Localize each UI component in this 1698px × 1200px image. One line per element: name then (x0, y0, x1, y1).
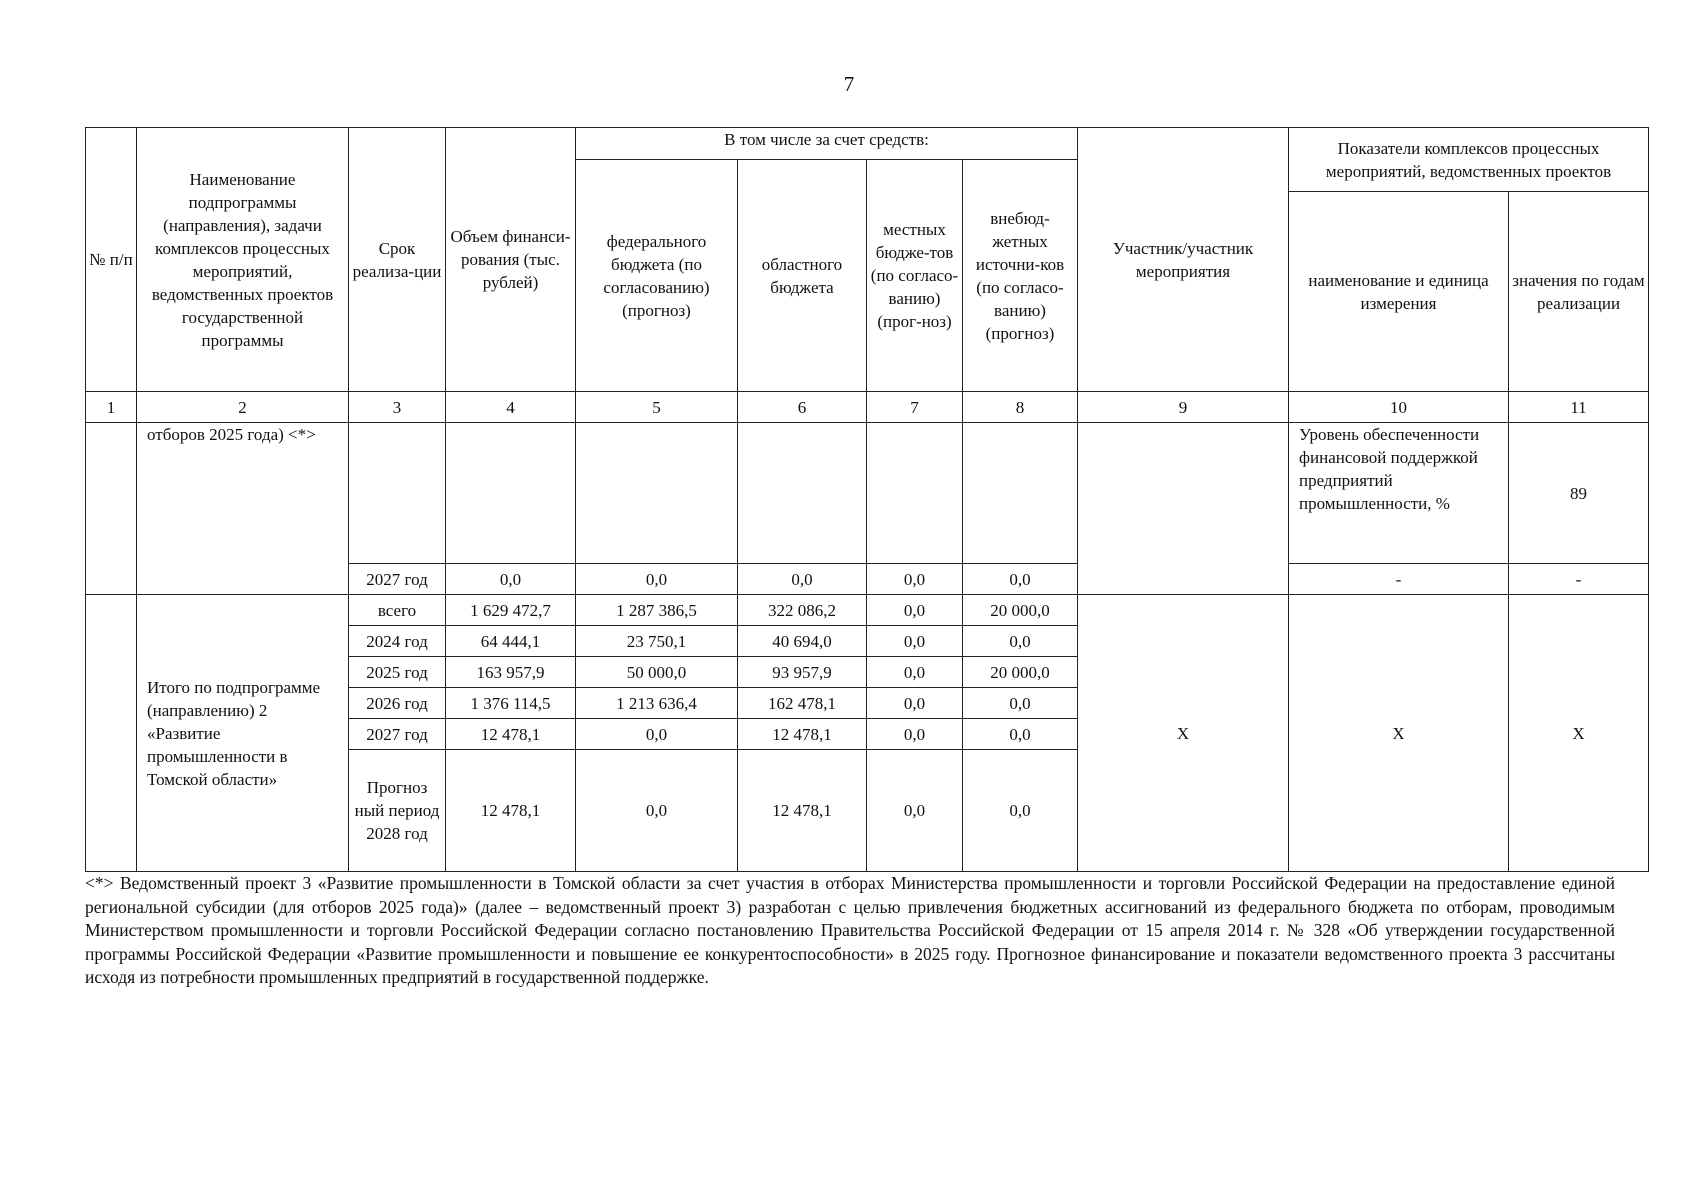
volume-cell: 1 376 114,5 (446, 688, 576, 719)
local-cell: 0,0 (867, 688, 963, 719)
header-col-federal: федерального бюджета (по согласованию) (прогноз) (576, 160, 738, 392)
indicator-name: Уровень обеспеченности финансовой поддержкой предприятий промышленности, % (1289, 423, 1509, 564)
row-number-cell (86, 595, 137, 872)
volume-cell: 1 629 472,7 (446, 595, 576, 626)
header-col-indicator-value: значения по годам реализации (1509, 192, 1649, 392)
table-row (86, 423, 1649, 564)
financing-table (85, 127, 1649, 872)
header-group-indicators: Показатели комплексов процессных мероприятий, ведомственных проектов (1289, 128, 1649, 192)
period-cell: всего (349, 595, 446, 626)
local-cell: 0,0 (867, 750, 963, 872)
column-number: 5 (576, 392, 738, 423)
header-group-funds: В том числе за счет средств: (576, 128, 1078, 160)
local-cell: 0,0 (867, 626, 963, 657)
row-number-cell (86, 423, 137, 595)
volume-cell: 0,0 (446, 564, 576, 595)
indicator-name: - (1289, 564, 1509, 595)
column-number: 6 (738, 392, 867, 423)
footnote: <*> Ведомственный проект 3 «Развитие промышленности в Томской области за счет участия в отборах Министерства промышленности и торговли Российской Федерации на предоставление единой региональной субсидии (для отборов 2025 года)» (далее – ведомственный проект 3) разработан с целью привлечения бюджетных ассигнований из федерального бюджета по отборам, проводимым Министерством промышленности и торговли Российской Федерации согласно постановлению Правительства Российской Федерации от 15 апреля 2014 г. № 328 «Об утверждении государственной программы Российской Федерации «Развитие промышленности и повышение ее конкурентоспособности» в 2025 году. Прогнозное финансирование и показатели ведомственного проекта 3 рассчитаны исходя из потребности промышленных предприятий в государственной поддержке. (85, 873, 1615, 987)
extra-cell: 0,0 (963, 750, 1078, 872)
indicator-value: X (1509, 595, 1649, 872)
extra-cell: 0,0 (963, 564, 1078, 595)
header-col-local: местных бюдже-тов (по согласо-ванию) (прог-ноз) (867, 160, 963, 392)
empty-cell (576, 423, 738, 564)
period-cell: Прогноз ный период 2028 год (349, 750, 446, 872)
extra-cell: 0,0 (963, 719, 1078, 750)
project-name-continued: отборов 2025 года) <*> (137, 423, 349, 595)
federal-cell: 1 213 636,4 (576, 688, 738, 719)
subprogram-total-name: Итого по подпрограмме (направлению) 2 «Развитие промышленности в Томской области» (137, 595, 349, 872)
column-number: 11 (1509, 392, 1649, 423)
period-cell: 2026 год (349, 688, 446, 719)
column-number: 10 (1289, 392, 1509, 423)
regional-cell: 162 478,1 (738, 688, 867, 719)
indicator-value: - (1509, 564, 1649, 595)
local-cell: 0,0 (867, 719, 963, 750)
column-number: 1 (86, 392, 137, 423)
extra-cell: 20 000,0 (963, 595, 1078, 626)
volume-cell: 64 444,1 (446, 626, 576, 657)
regional-cell: 0,0 (738, 564, 867, 595)
local-cell: 0,0 (867, 657, 963, 688)
empty-cell (738, 423, 867, 564)
period-cell: 2027 год (349, 719, 446, 750)
participant-cell: X (1078, 595, 1289, 872)
extra-cell: 0,0 (963, 688, 1078, 719)
header-col-indicator-name: наименование и единица измерения (1289, 192, 1509, 392)
federal-cell: 23 750,1 (576, 626, 738, 657)
header-col-participant: Участник/участник мероприятия (1078, 128, 1289, 392)
indicator-name: X (1289, 595, 1509, 872)
column-number: 3 (349, 392, 446, 423)
regional-cell: 40 694,0 (738, 626, 867, 657)
empty-cell (446, 423, 576, 564)
volume-cell: 12 478,1 (446, 750, 576, 872)
regional-cell: 12 478,1 (738, 750, 867, 872)
volume-cell: 12 478,1 (446, 719, 576, 750)
period-cell: 2025 год (349, 657, 446, 688)
federal-cell: 0,0 (576, 719, 738, 750)
column-number: 9 (1078, 392, 1289, 423)
regional-cell: 322 086,2 (738, 595, 867, 626)
period-cell: 2024 год (349, 626, 446, 657)
header-col-regional: областного бюджета (738, 160, 867, 392)
period-cell: 2027 год (349, 564, 446, 595)
column-number: 7 (867, 392, 963, 423)
empty-cell (349, 423, 446, 564)
participant-cell (1078, 423, 1289, 595)
column-number: 8 (963, 392, 1078, 423)
extra-cell: 0,0 (963, 626, 1078, 657)
table-row (86, 595, 1649, 626)
header-col-volume: Объем финанси-рования (тыс. рублей) (446, 128, 576, 392)
column-number: 2 (137, 392, 349, 423)
federal-cell: 1 287 386,5 (576, 595, 738, 626)
header-col-name: Наименование подпрограммы (направления), задачи комплексов процессных мероприятий, ведомственных проектов государственной программы (137, 128, 349, 392)
header-col-period: Срок реализа-ции (349, 128, 446, 392)
local-cell: 0,0 (867, 564, 963, 595)
header-row-1 (86, 128, 1649, 160)
empty-cell (963, 423, 1078, 564)
indicator-value: 89 (1509, 423, 1649, 564)
header-col-extra: внебюд-жетных источни-ков (по согласо-ванию) (прогноз) (963, 160, 1078, 392)
volume-cell: 163 957,9 (446, 657, 576, 688)
local-cell: 0,0 (867, 595, 963, 626)
column-numbers-row (86, 392, 1649, 423)
column-number: 4 (446, 392, 576, 423)
regional-cell: 12 478,1 (738, 719, 867, 750)
page-number: 7 (843, 72, 855, 96)
extra-cell: 20 000,0 (963, 657, 1078, 688)
empty-cell (867, 423, 963, 564)
header-col-number: № п/п (86, 128, 137, 392)
regional-cell: 93 957,9 (738, 657, 867, 688)
federal-cell: 0,0 (576, 750, 738, 872)
federal-cell: 0,0 (576, 564, 738, 595)
federal-cell: 50 000,0 (576, 657, 738, 688)
